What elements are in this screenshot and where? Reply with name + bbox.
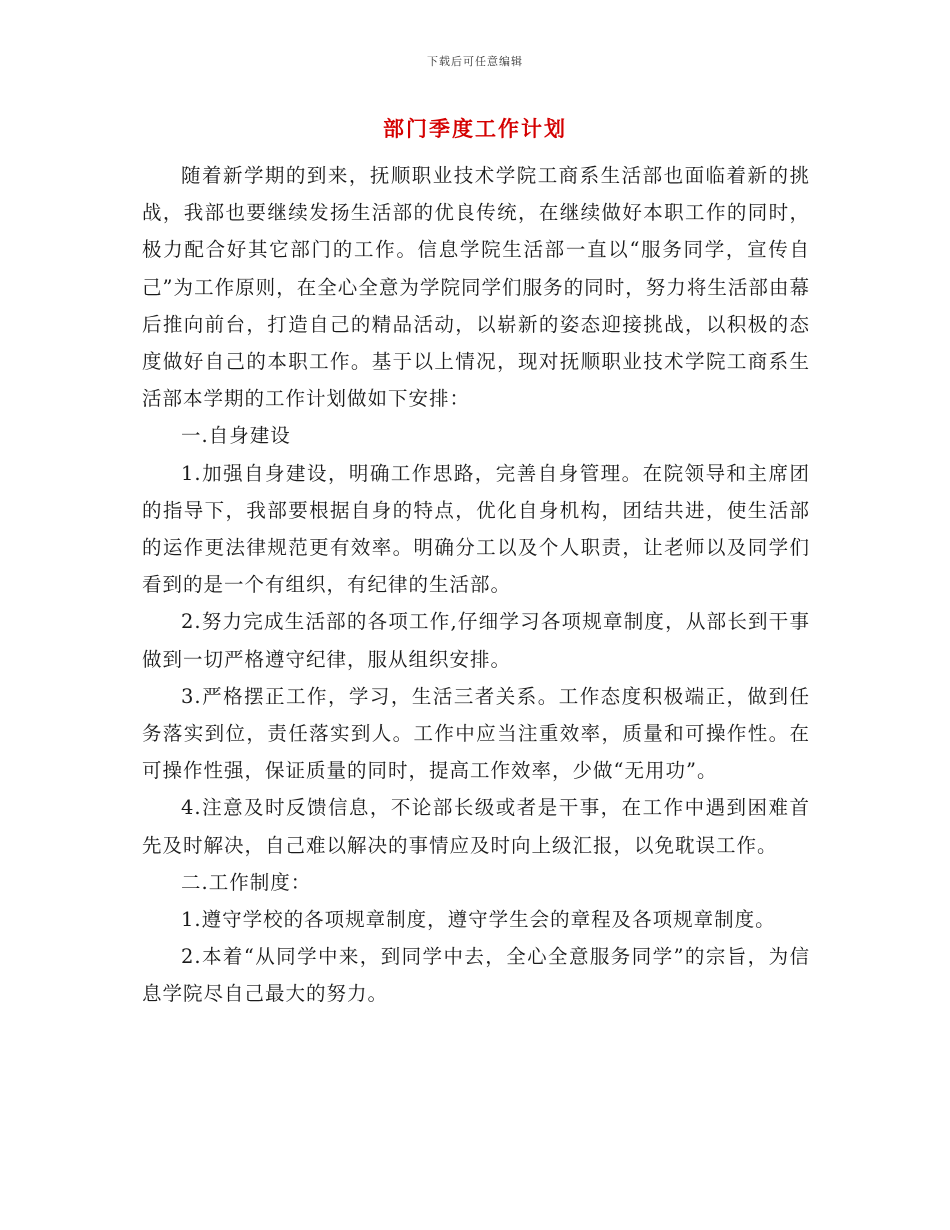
section-heading-work-rules: 二.工作制度： xyxy=(181,870,312,894)
document-title: 部门季度工作计划 xyxy=(383,116,567,141)
body-paragraph: 2.本着“从同学中来，到同学中去，全心全意服务同学”的宗旨，为信息学院尽自己最大的努力。 xyxy=(142,945,810,1006)
body-paragraph: 1.加强自身建设，明确工作思路，完善自身管理。在院领导和主席团的指导下，我部要根据自身的特点，优化自身机构，团结共进，使生活部的运作更法律规范更有效率。明确分工以及个人职责，让老师以及同学们看到的是一个有组织，有纪律的生活部。 xyxy=(142,461,810,597)
body-paragraph: 1.遵守学校的各项规章制度，遵守学生会的章程及各项规章制度。 xyxy=(181,908,776,932)
body-paragraph: 3.严格摆正工作，学习，生活三者关系。工作态度积极端正，做到任务落实到位，责任落实到人。工作中应当注重效率，质量和可操作性。在可操作性强，保证质量的同时，提高工作效率，少做“无用功”。 xyxy=(142,684,810,783)
page-header-note: 下载后可任意编辑 xyxy=(427,55,523,68)
intro-paragraph: 随着新学期的到来，抚顺职业技术学院工商系生活部也面临着新的挑战，我部也要继续发扬生活部的优良传统，在继续做好本职工作的同时，极力配合好其它部门的工作。信息学院生活部一直以“服务同学，宣传自己”为工作原则，在全心全意为学院同学们服务的同时，努力将生活部由幕后推向前台，打造自己的精品活动，以崭新的姿态迎接挑战，以积极的态度做好自己的本职工作。基于以上情况，现对抚顺职业技术学院工商系生活部本学期的工作计划做如下安排： xyxy=(142,164,810,411)
section-heading-self-building: 一.自身建设 xyxy=(181,424,291,448)
document-body xyxy=(142,157,810,1013)
body-paragraph: 2.努力完成生活部的各项工作,仔细学习各项规章制度，从部长到干事做到一切严格遵守纪律，服从组织安排。 xyxy=(142,610,810,671)
body-paragraph: 4.注意及时反馈信息，不论部长级或者是干事，在工作中遇到困难首先及时解决，自己难以解决的事情应及时向上级汇报，以免耽误工作。 xyxy=(142,796,810,857)
